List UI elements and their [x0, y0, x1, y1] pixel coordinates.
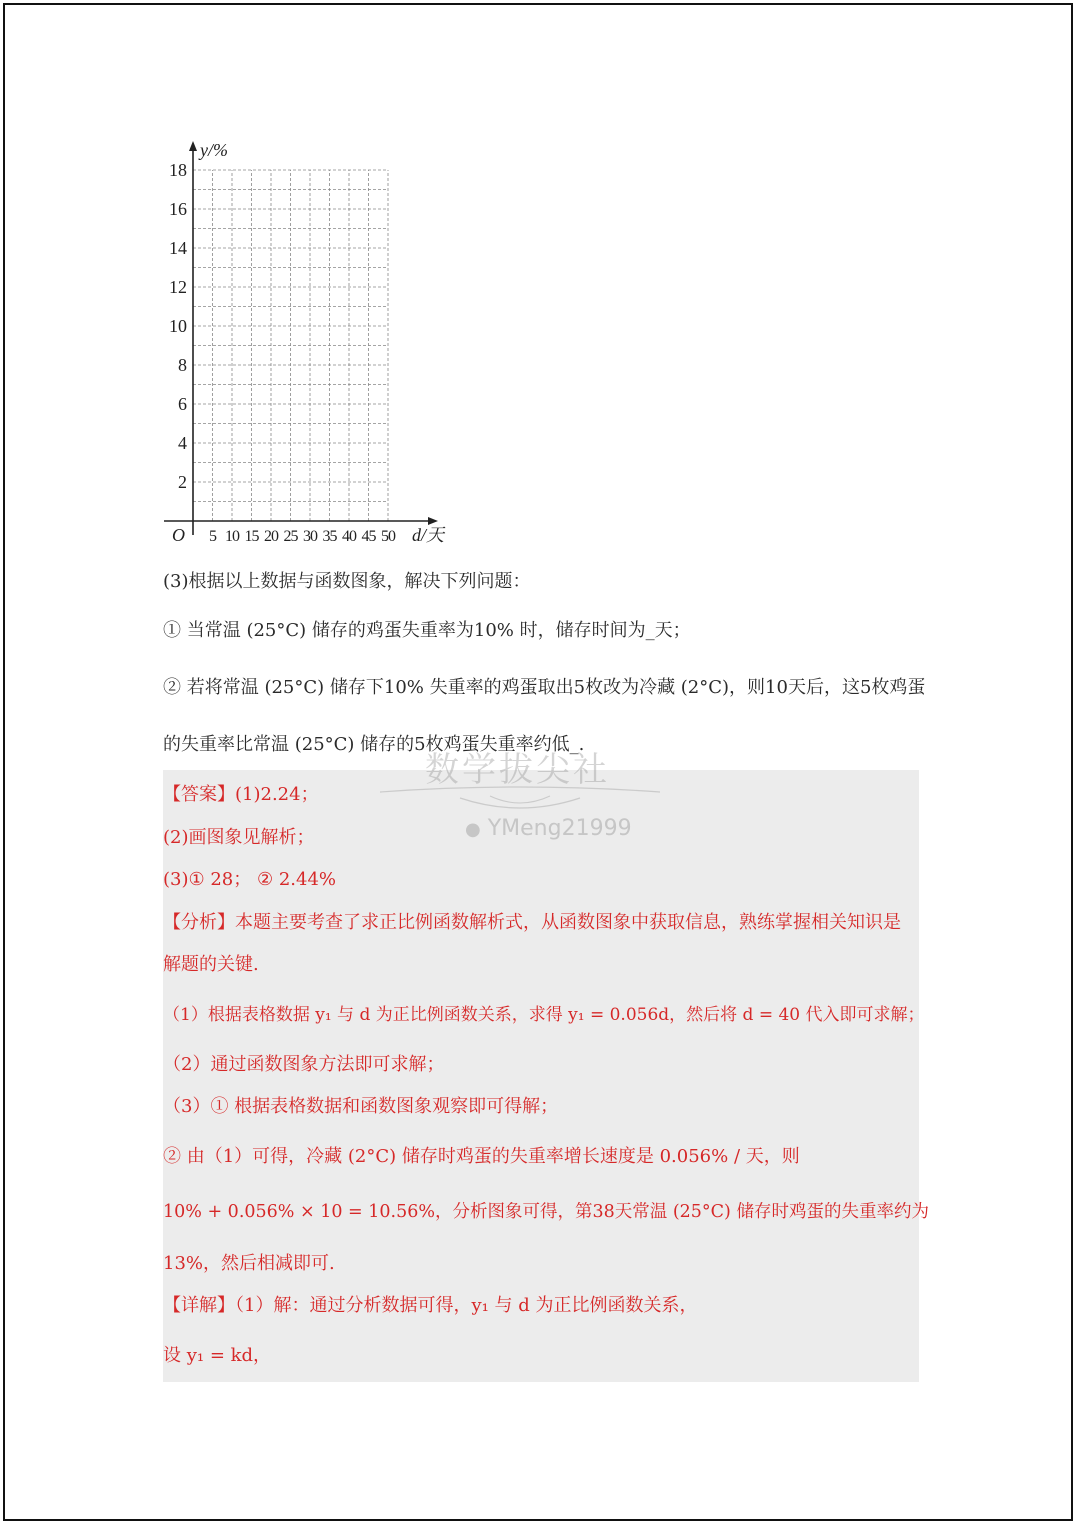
sub-question-1: ① 当常温 (25°C) 储存的鸡蛋失重率为10% 时，储存时间为_天； [163, 620, 691, 641]
analysis-step4-line2: 10% + 0.056% × 10 = 10.56%，分析图象可得，第38天常温 (25°C) 储存时鸡蛋的失重率约为 [163, 1202, 929, 1222]
part3-intro: (3)根据以上数据与函数图象，解决下列问题： [163, 571, 531, 592]
x-tick-label: 45 [361, 528, 376, 545]
y-tick-label: 10 [169, 316, 187, 336]
detail-tag: 【详解】 [163, 1295, 235, 1316]
y-axis-arrow [189, 141, 197, 151]
answer-1: (1)2.24； [235, 784, 319, 805]
x-tick-label: 15 [244, 528, 259, 545]
y-tick-label: 16 [169, 199, 187, 219]
detail-line2: 设 y₁ = kd， [163, 1345, 272, 1366]
watermark-title: 数学拔尖社 [425, 750, 610, 790]
watermark-ornament [370, 782, 670, 816]
y-tick-label: 2 [178, 472, 187, 492]
x-tick-label: 10 [225, 528, 239, 545]
analysis-step4-line3: 13%，然后相减即可. [163, 1253, 335, 1274]
x-tick-label: 30 [303, 528, 317, 545]
answer-line [163, 780, 319, 806]
y-tick-label: 4 [178, 433, 187, 453]
sub-question-2-line2: 的失重率比常温 (25°C) 储存的5枚鸡蛋失重率约低_. [163, 734, 585, 755]
y-tick-label: 12 [169, 277, 187, 297]
x-tick-label: 50 [381, 528, 395, 545]
x-tick-label: 20 [264, 528, 278, 545]
x-axis-label: d/天 [412, 525, 445, 545]
wechat-icon: ● [465, 819, 481, 840]
watermark-id [465, 816, 632, 841]
answer-2: (2)画图象见解析； [163, 827, 315, 848]
coordinate-grid [150, 135, 460, 550]
analysis-line2: 解题的关键. [163, 954, 259, 975]
x-tick-label: 25 [283, 528, 298, 545]
answer-tag: 【答案】 [163, 784, 235, 805]
y-axis-label: y/% [200, 140, 228, 160]
detail-text-1: （1）解：通过分析数据可得，y₁ 与 d 为正比例函数关系， [235, 1295, 698, 1316]
y-tick-label: 6 [178, 394, 187, 414]
x-tick-label: 35 [322, 528, 337, 545]
origin-label: O [172, 525, 185, 545]
answer-3: (3)① 28； ② 2.44% [163, 869, 337, 890]
sub-question-2-line1: ② 若将常温 (25°C) 储存下10% 失重率的鸡蛋取出5枚改为冷藏 (2°C)，则10天后，这5枚鸡蛋 [163, 677, 926, 698]
y-tick-label: 8 [178, 355, 187, 375]
analysis-text-1: 本题主要考查了求正比例函数解析式，从函数图象中获取信息，熟练掌握相关知识是 [235, 912, 901, 933]
x-tick-label: 40 [342, 528, 356, 545]
analysis-tag: 【分析】 [163, 912, 235, 933]
y-tick-label: 18 [169, 160, 187, 180]
analysis-step3: （3）① 根据表格数据和函数图象观察即可得解； [163, 1096, 559, 1117]
watermark-id-text: YMeng21999 [487, 816, 632, 841]
x-axis-arrow [428, 517, 438, 525]
analysis-line1 [163, 908, 901, 934]
analysis-step4-line1: ② 由（1）可得，冷藏 (2°C) 储存时鸡蛋的失重率增长速度是 0.056% / 天，则 [163, 1146, 800, 1167]
detail-line1 [163, 1291, 698, 1317]
x-tick-label: 5 [209, 528, 216, 545]
analysis-step2: （2）通过函数图象方法即可求解； [163, 1054, 445, 1075]
y-tick-label: 14 [169, 238, 187, 258]
analysis-step1: （1）根据表格数据 y₁ 与 d 为正比例函数关系，求得 y₁ = 0.056d，然后将 d = 40 代入即可求解； [163, 1005, 925, 1025]
